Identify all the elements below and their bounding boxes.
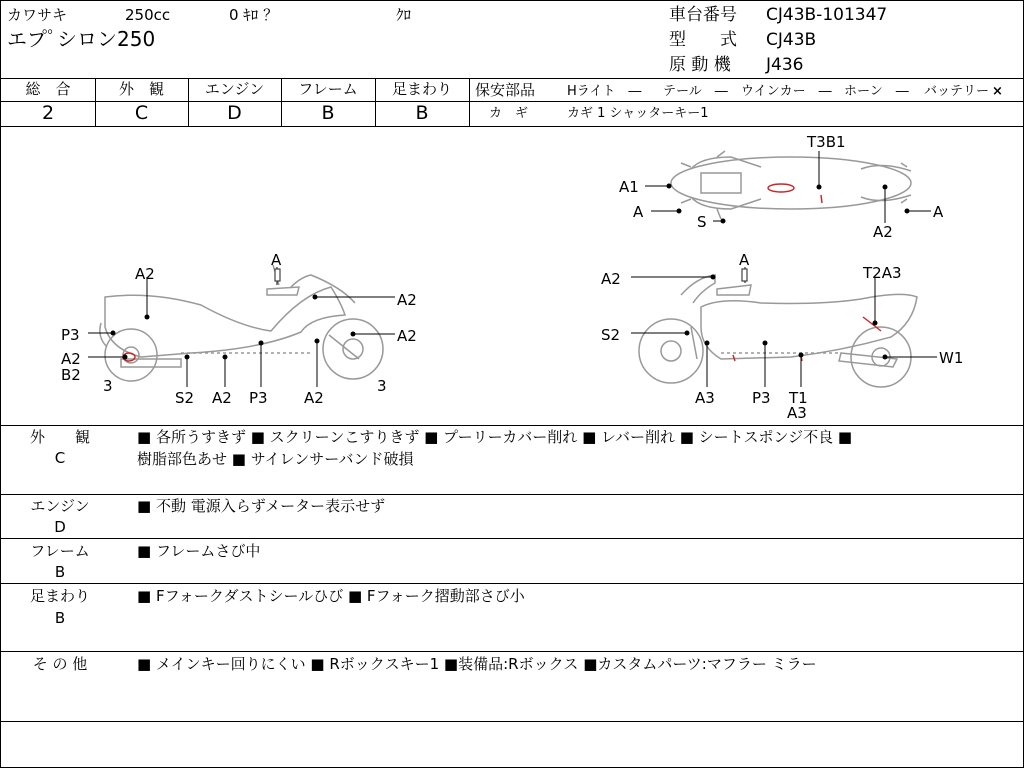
remark-label: 足まわり — [29, 587, 90, 605]
remark-grade: B — [54, 609, 66, 627]
remark-text: ■ 不動 電源入らずメーター表示せず — [137, 497, 386, 515]
diagram-label: P3 — [752, 389, 771, 407]
remark-text: ■ フレームさび中 — [137, 542, 261, 560]
diagram-label: A2 — [397, 327, 417, 345]
diagram-label: P3 — [61, 326, 80, 344]
diagram-label: W1 — [939, 349, 964, 367]
safety-winker: ウインカー ― — [741, 84, 832, 99]
diagram-label: 3 — [377, 377, 387, 395]
safety-label: 保安部品 — [475, 81, 536, 99]
remark-label: フレーム — [30, 542, 90, 560]
maker: カワサキ — [7, 6, 68, 24]
key-value: カギ 1 シャッターキー1 — [567, 106, 709, 121]
engine-code: J436 — [766, 55, 804, 75]
grade-exterior-value: C — [134, 102, 149, 124]
diagram-label: P3 — [249, 389, 268, 407]
diagram-label: B2 — [61, 366, 81, 384]
divider — [95, 101, 469, 102]
diagram-label: A2 — [135, 265, 155, 283]
remark-grade: C — [54, 449, 66, 467]
diagram-label: S2 — [601, 326, 621, 344]
divider — [1, 583, 1023, 584]
safety-battery-mark: × — [992, 84, 1003, 99]
diagram-label: S2 — [175, 389, 195, 407]
diagram-label: A3 — [695, 389, 715, 407]
diagram-label: A — [633, 203, 644, 221]
diagram-label: T1 — [789, 389, 808, 407]
mirror-stems — [275, 269, 747, 281]
diagram-label: A3 — [787, 404, 807, 422]
divider — [1, 538, 1023, 539]
mileage: 0 ｷﾛ ？ — [229, 6, 279, 24]
remark-label: 外 観 — [29, 428, 90, 446]
grade-exterior-label: 外 観 — [118, 80, 164, 98]
remark-grade: D — [54, 518, 66, 536]
safety-tail: テール ― — [663, 84, 728, 99]
diagram-label: A — [933, 203, 944, 221]
diagram-label: A2 — [61, 350, 81, 368]
divider — [1, 78, 1023, 79]
divider — [469, 78, 470, 126]
safety-headlight: Hライト ― — [567, 84, 642, 99]
model-code: CJ43B — [766, 30, 817, 50]
remark-grade: B — [54, 563, 66, 581]
engine-label: 原 動 機 — [669, 55, 731, 75]
remark-text: ■ メインキー回りにくい ■ Rボックスキー1 ■装備品:Rボックス ■カスタムパーツ:マフラー ミラー — [137, 655, 817, 673]
grade-engine-value: D — [227, 102, 242, 124]
grade-engine-label: エンジン — [204, 80, 265, 98]
displacement: 250cc — [125, 6, 171, 24]
grade-suspension-value: B — [415, 102, 429, 124]
remark-text: ■ Fフォークダストシールひび ■ Fフォーク摺動部さび小 — [137, 587, 525, 605]
frame-number-label: 車台番号 — [669, 5, 737, 25]
model-name: エプﾟシロン250 — [7, 27, 156, 51]
diagram-label: A2 — [601, 270, 621, 288]
diagram-label: A2 — [873, 223, 893, 241]
divider — [1, 494, 1023, 495]
divider — [469, 101, 1023, 102]
diagram-label: A — [739, 251, 750, 269]
diagram-label: A1 — [619, 178, 639, 196]
diagram-label: 3 — [103, 377, 113, 395]
damage-diagram — [1, 127, 1023, 425]
divider — [1, 721, 1023, 722]
diagram-label: S — [697, 213, 707, 231]
safety-battery: バッテリー — [924, 84, 990, 99]
frame-number: CJ43B-101347 — [766, 5, 888, 25]
model-label: 型 式 — [669, 30, 737, 50]
key-label: カ ギ — [489, 106, 529, 121]
color: ｸﾛ — [396, 6, 412, 24]
leader-dots — [111, 184, 910, 360]
diagram-label: T2A3 — [863, 264, 902, 282]
grade-suspension-label: 足まわり — [391, 80, 452, 98]
damage-marks — [123, 184, 881, 361]
remark-label: エンジン — [30, 497, 90, 515]
grade-frame-label: フレーム — [298, 80, 358, 98]
remark-text: 樹脂部色あせ ■ サイレンサーバンド破損 — [137, 450, 414, 468]
diagram-label: A2 — [212, 389, 232, 407]
diagram-label: A2 — [397, 291, 417, 309]
diagram-label: A — [271, 251, 282, 269]
remark-label: そ の 他 — [32, 655, 88, 673]
grade-frame-value: B — [321, 102, 335, 124]
divider — [1, 425, 1023, 426]
divider — [1, 651, 1023, 652]
grade-overall-label: 総 合 — [25, 80, 71, 98]
safety-horn: ホーン ― — [844, 84, 909, 99]
grade-overall-value: 2 — [41, 102, 55, 124]
diagram-label: A2 — [304, 389, 324, 407]
diagram-label: T3B1 — [807, 133, 846, 151]
remark-text: ■ 各所うすきず ■ スクリーンこすりきず ■ プーリーカバー削れ ■ レバー削れ ■ シートスポンジ不良 ■ — [137, 428, 853, 446]
